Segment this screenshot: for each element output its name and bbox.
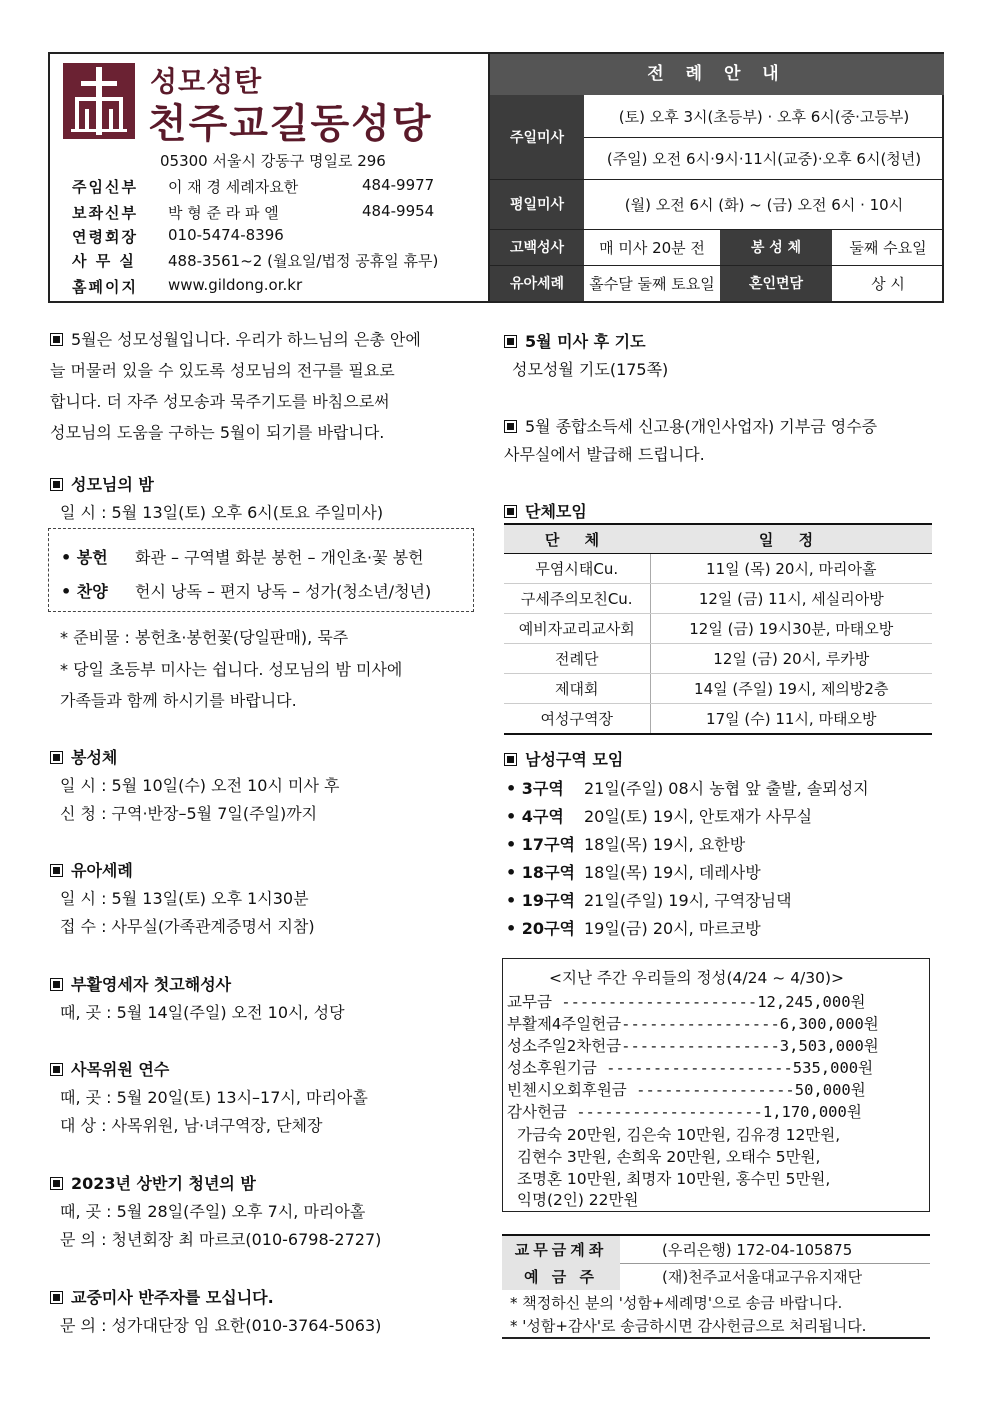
section-heading: 사목위원 연수 — [50, 1057, 169, 1080]
group-name: 예비자교리교사회 — [504, 614, 650, 644]
table-row — [504, 614, 932, 644]
offering-line: 빈첸시오회후원금 -----------------50,000원 — [507, 1081, 866, 1099]
weekday-mass: (월) 오전 6시 (화) ~ (금) 오전 6시 · 10시 — [624, 195, 904, 214]
tax-line: 사무실에서 발급해 드립니다. — [504, 445, 705, 464]
church-info — [50, 54, 488, 301]
bullet-square-icon — [504, 505, 517, 518]
divider — [490, 179, 944, 180]
church-address: 05300 서울시 강동구 명일로 296 — [160, 152, 386, 170]
column-header: 단 체 — [504, 524, 650, 554]
sunday-mass-saturday: (토) 오후 3시(초등부) · 오후 6시(중·고등부) — [618, 107, 910, 126]
group-schedule: 11일 (목) 20시, 마리아홀 — [650, 554, 932, 584]
pastoral-line: 대 상 : 사목위원, 남·녀구역장, 단체장 — [60, 1116, 323, 1135]
anointing-time: 둘째 수요일 — [849, 238, 927, 257]
group-name: 제대회 — [504, 674, 650, 704]
group-schedule: 14일 (주일) 19시, 제의방2층 — [650, 674, 932, 704]
pastoral-line: 때, 곳 : 5월 20일(토) 13시–17시, 마리아홀 — [60, 1088, 368, 1107]
table-row — [504, 674, 932, 704]
liturgy-schedule — [488, 54, 944, 301]
homepage-link[interactable]: www.gildong.or.kr — [168, 276, 303, 294]
bullet-square-icon — [50, 864, 63, 877]
account-note: * 책정하신 분의 '성함+세례명'으로 송금 바랍니다. — [510, 1294, 843, 1312]
weekday-mass-label: 평일미사 — [490, 179, 584, 229]
bullet-square-icon — [504, 335, 517, 348]
infant-line: 접 수 : 사무실(가족관계증명서 지참) — [60, 917, 315, 936]
bullet-square-icon — [50, 1063, 63, 1076]
group-name: 구세주의모친Cu. — [504, 584, 650, 614]
divider — [490, 229, 944, 230]
section-heading: 봉성체 — [50, 745, 117, 768]
program-key: • 찬양 — [61, 582, 108, 601]
account-note: * '성함+감사'로 송금하시면 감사헌금으로 처리됩니다. — [510, 1317, 867, 1335]
marriage-label: 혼인면담 — [720, 265, 832, 301]
list-item: • 3구역 21일(주일) 08시 농협 앞 출발, 솔뫼성지 — [506, 779, 869, 798]
group-name: 전례단 — [504, 644, 650, 674]
list-item: • 4구역 20일(토) 19시, 안토재가 사무실 — [506, 807, 813, 826]
divider — [584, 137, 944, 138]
marriage-time: 상 시 — [871, 274, 905, 293]
baptism-label: 유아세례 — [490, 265, 584, 301]
info-key: 연령회장 — [72, 228, 138, 246]
baptism-time: 홀수달 둘째 토요일 — [589, 274, 715, 293]
table-row — [504, 704, 932, 735]
divider — [490, 265, 944, 266]
anointing-label: 봉 성 체 — [720, 229, 832, 265]
first-confession-line: 때, 곳 : 5월 14일(주일) 오전 10시, 성당 — [60, 1003, 345, 1022]
section-heading: 남성구역 모임 — [504, 747, 623, 770]
section-heading: 유아세례 — [50, 858, 133, 881]
group-name: 여성구역장 — [504, 704, 650, 735]
account-row — [502, 1234, 930, 1264]
info-tel: 484-9977 — [362, 176, 435, 194]
column-header: 일 정 — [650, 524, 932, 554]
list-item: • 18구역 18일(목) 19시, 데레사방 — [506, 863, 761, 882]
info-key: 홈페이지 — [72, 278, 138, 296]
group-meeting-table — [504, 523, 932, 735]
program-value: 헌시 낭독 – 편지 낭독 – 성가(청소년/청년) — [135, 582, 432, 601]
church-name: 천주교길동성당 — [148, 101, 433, 147]
divider — [502, 1337, 930, 1339]
bullet-square-icon — [504, 753, 517, 766]
sunday-mass-sunday: (주일) 오전 6시·9시·11시(교중)·오후 6시(청년) — [606, 149, 922, 168]
depositor-row — [502, 1263, 930, 1290]
offering-line: 교무금 ---------------------12,245,000원 — [507, 993, 866, 1011]
mary-night-note: * 당일 초등부 미사는 쉽니다. 성모님의 밤 미사에 — [60, 660, 403, 679]
info-key: 보좌신부 — [72, 204, 138, 222]
youth-line: 때, 곳 : 5월 28일(주일) 오후 7시, 마리아홀 — [60, 1202, 366, 1221]
sunday-mass-label: 주일미사 — [490, 95, 584, 179]
group-name: 무염시태Cu. — [504, 554, 650, 584]
bullet-square-icon — [50, 333, 63, 346]
intro-line: 합니다. 더 자주 성모송과 묵주기도를 바침으로써 — [50, 392, 390, 411]
depositor-name: (재)천주교서울대교구유지재단 — [662, 1268, 863, 1286]
table-row — [504, 554, 932, 584]
group-schedule: 17일 (수) 11시, 마태오방 — [650, 704, 932, 735]
mary-night-note: * 준비물 : 봉헌초·봉헌꽃(당일판매), 묵주 — [60, 628, 349, 647]
mary-night-note: 가족들과 함께 하시기를 바랍니다. — [60, 691, 297, 710]
intro-line: 늘 머물러 있을 수 있도록 성모님의 전구를 필요로 — [50, 361, 395, 380]
offering-title: <지난 주간 우리들의 정성(4/24 ~ 4/30)> — [549, 969, 845, 987]
depositor-label: 예 금 주 — [502, 1263, 620, 1290]
mary-night-program-box — [48, 528, 474, 612]
section-heading: 2023년 상반기 청년의 밤 — [50, 1171, 256, 1194]
donor-line: 김현수 3만원, 손희욱 20만원, 오태수 5만원, — [517, 1148, 821, 1166]
info-value: 이 재 경 세례자요한 — [168, 178, 299, 196]
donor-line: 가금숙 20만원, 김은숙 10만원, 김유경 12만원, — [517, 1126, 841, 1144]
confession-label: 고백성사 — [490, 229, 584, 265]
donor-line: 익명(2인) 22만원 — [517, 1191, 639, 1209]
list-item: • 17구역 18일(목) 19시, 요한방 — [506, 835, 746, 854]
bullet-square-icon — [50, 1177, 63, 1190]
intro-line: 성모님의 도움을 구하는 5월이 되기를 바랍니다. — [50, 423, 385, 442]
communion-line: 신 청 : 구역·반장–5월 7일(주일)까지 — [60, 804, 318, 823]
intro-paragraph — [50, 324, 421, 448]
program-key: • 봉헌 — [61, 548, 108, 567]
bullet-square-icon — [50, 478, 63, 491]
intro-line: 5월은 성모성월입니다. 우리가 하느님의 은총 안에 — [50, 324, 421, 355]
account-label: 교무금계좌 — [502, 1236, 620, 1263]
program-value: 화관 – 구역별 화분 봉헌 – 개인초·꽃 봉헌 — [135, 548, 424, 567]
info-value: 488-3561~2 (월요일/법정 공휴일 휴무) — [168, 252, 439, 270]
bullet-square-icon — [50, 751, 63, 764]
bullet-square-icon — [50, 1291, 63, 1304]
tax-line: 5월 종합소득세 신고용(개인사업자) 기부금 영수증 — [504, 414, 877, 437]
info-key: 주임신부 — [72, 178, 138, 196]
communion-line: 일 시 : 5월 10일(수) 오전 10시 미사 후 — [60, 776, 340, 795]
bullet-square-icon — [50, 978, 63, 991]
bullet-square-icon — [504, 420, 517, 433]
header-box — [48, 52, 944, 303]
donor-line: 조명혼 10만원, 최명자 10만원, 홍수민 5만원, — [517, 1170, 831, 1188]
section-heading: 5월 미사 후 기도 — [504, 329, 646, 352]
church-logo-icon — [63, 63, 135, 139]
choir-line: 문 의 : 성가대단장 임 요한(010-3764-5063) — [60, 1316, 382, 1335]
table-header-row — [504, 524, 932, 554]
list-item: • 19구역 21일(주일) 19시, 구역장님댁 — [506, 891, 792, 910]
offering-box — [502, 958, 930, 1212]
info-key: 사 무 실 — [72, 252, 136, 270]
infant-line: 일 시 : 5월 13일(토) 오후 1시30분 — [60, 889, 309, 908]
info-tel: 484-9954 — [362, 202, 435, 220]
offering-line: 부활제4주일헌금-----------------6,300,000원 — [507, 1015, 879, 1033]
section-heading: 단체모임 — [504, 499, 587, 522]
offering-line: 성소주일2차헌금-----------------3,503,000원 — [507, 1037, 879, 1055]
offering-line: 성소후원기금 --------------------535,000원 — [507, 1059, 874, 1077]
table-row — [504, 584, 932, 614]
group-schedule: 12일 (금) 20시, 루카방 — [650, 644, 932, 674]
list-item: • 20구역 19일(금) 20시, 마르코방 — [506, 919, 761, 938]
group-schedule: 12일 (금) 19시30분, 마태오방 — [650, 614, 932, 644]
account-number: (우리은행) 172-04-105875 — [662, 1241, 853, 1259]
offering-line: 감사헌금 --------------------1,170,000원 — [507, 1103, 862, 1121]
confession-time: 매 미사 20분 전 — [599, 238, 705, 257]
section-heading: 교중미사 반주자를 모십니다. — [50, 1285, 274, 1308]
info-value: 010-5474-8396 — [168, 226, 284, 244]
info-value: 박 형 준 라 파 엘 — [168, 204, 279, 222]
prayer-line: 성모성월 기도(175쪽) — [512, 360, 669, 379]
schedule-title: 전 례 안 내 — [490, 54, 944, 95]
table-row — [504, 644, 932, 674]
section-heading: 성모님의 밤 — [50, 472, 154, 495]
section-heading: 부활영세자 첫고해성사 — [50, 972, 231, 995]
mary-night-when: 일 시 : 5월 13일(토) 오후 6시(토요 주일미사) — [60, 503, 384, 522]
group-schedule: 12일 (금) 11시, 세실리아방 — [650, 584, 932, 614]
church-subtitle: 성모성탄 — [150, 65, 263, 98]
youth-line: 문 의 : 청년회장 최 마르코(010-6798-2727) — [60, 1230, 382, 1249]
